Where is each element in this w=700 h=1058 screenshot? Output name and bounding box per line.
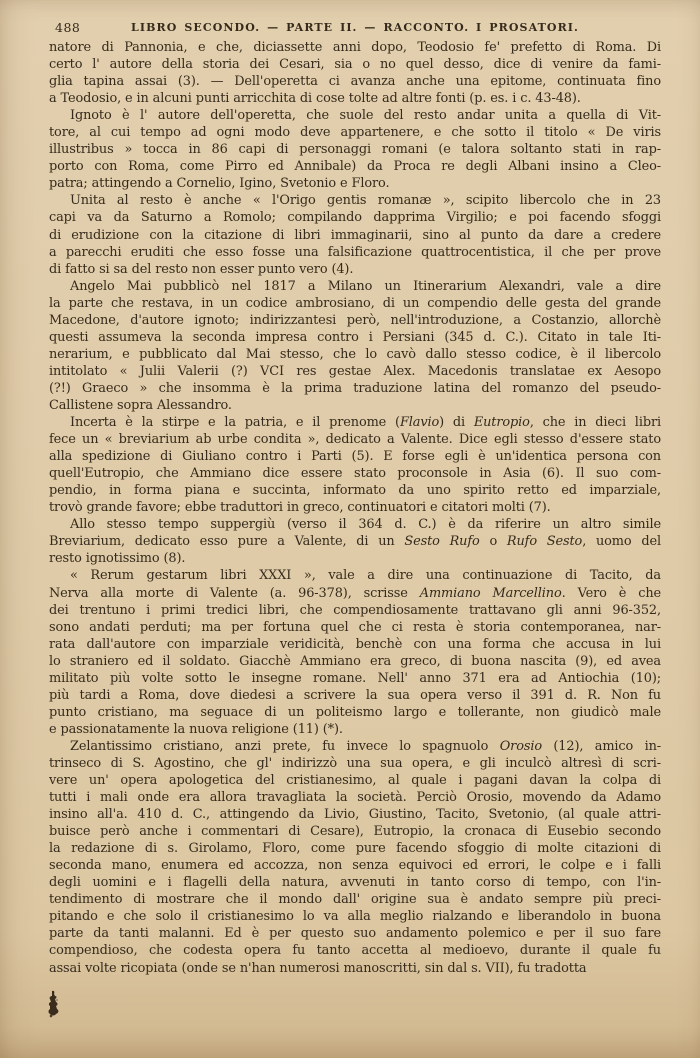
text-line: parte da tanti malanni. Ed è per questo suo andamento polemico e per il suo fare [49,926,661,942]
text-line: militato più volte sotto le insegne romane. Nell' anno 371 era ad Antiochia (10); [49,670,661,686]
text-line: trovò grande favore; ebbe traduttori in greco, continuatori e citatori molti (7). [49,500,551,516]
text-line: nerarium, e pubblicato dal Mai stesso, che lo cavò dallo stesso codice, è il libercolo [49,346,661,362]
text-line: Zelantissimo cristiano, anzi prete, fu invece lo spagnuolo Orosio (12), amico in- [70,738,661,754]
text-line: Breviarium, dedicato esso pure a Valente, di un Sesto Rufo o Rufo Sesto, uomo del [49,534,661,550]
running-head [49,20,661,38]
text-line: sono andati perduti; ma per fortuna quel che ci resta è storia contemporanea, nar- [49,619,661,635]
text-line: più tardi a Roma, dove diedesi a scrivere la sua opera verso il 391 d. R. Non fu [49,687,661,703]
text-line: capi va da Saturno a Romolo; compilando dapprima Virgilio; e poi facendo sfoggi [49,210,661,226]
text-line: punto cristiano, ma seguace di un politeismo largo e tollerante, non giudicò male [49,704,661,720]
text-line: Callistene sopra Alessandro. [49,397,232,413]
paragraph [49,39,661,107]
text-line: buisce però anche i commentari di Cesare), Eutropio, la cronaca di Eusebio secondo [49,824,661,840]
text-line: Macedone, d'autore ignoto; indirizzantesi però, nell'introduzione, a Costanzio, allorchè [49,312,661,328]
paragraph [49,107,661,192]
text-line: dei trentuno i primi tredici libri, che compendiosamente trattavano gli anni 96-352, [49,602,661,618]
text-line: questi assumeva la seconda impresa contro i Persiani (345 d. C.). Citato in tale Iti- [49,329,661,345]
text-line: resto ignotissimo (8). [49,551,186,567]
text-line: (?!) Graeco » che insomma è la prima traduzione latina del romanzo del pseudo- [49,380,661,396]
paragraph [49,192,661,277]
running-title: LIBRO SECONDO. — PARTE II. — RACCONTO. I PROSATORI. [131,21,579,34]
ink-blot-icon [46,990,62,1020]
text-line: Ignoto è l' autore dell'operetta, che suole del resto andar unita a quella di Vit- [70,108,661,124]
text-line: Nerva alla morte di Valente (a. 96-378), scrisse Ammiano Marcellino. Vero è che [49,585,661,601]
text-line: tutti i mali onde era allora travagliata la società. Perciò Orosio, movendo da Adamo [49,790,661,806]
text-line: insino all'a. 410 d. C., attingendo da Livio, Giustino, Tacito, Svetonio, (al quale attri- [49,807,661,823]
paragraph [49,278,661,414]
text-line: porto con Roma, come Pirro ed Annibale) da Proca re degli Albani insino a Cleo- [49,159,661,175]
paragraph [49,738,661,977]
text-line: tendimento di mostrare che il mondo dall' origine sua è andato sempre più preci- [49,892,661,908]
text-line: assai volte ricopiata (onde se n'han numerosi manoscritti, sin dal s. VII), fu tradotta [49,960,587,976]
text-line: Allo stesso tempo suppergiù (verso il 364 d. C.) è da riferire un altro simile [70,517,661,533]
text-line: pitando e che solo il cristianesimo lo va alla meglio rialzando e liberandolo in buona [49,909,661,925]
text-line: rata dall'autore con imparziale veridicità, benchè con una forma che accusa in lui [49,636,661,652]
text-line: di erudizione con la citazione di libri immaginarii, sino al punto da dare a credere [49,227,661,243]
text-line: pendio, in forma piana e succinta, informato da uno spirito retto ed imparziale, [49,483,661,499]
text-line: certo l' autore della storia dei Cesari, sia o no quel desso, dice di venire da fami- [49,57,661,73]
text-line: glia tapina assai (3). — Dell'operetta ci avanza anche una epitome, continuata fino [49,74,661,90]
text-block [49,39,661,977]
paragraph [49,414,661,516]
text-line: Incerta è la stirpe e la patria, e il prenome (Flavio) di Eutropio, che in dieci libri [70,415,661,431]
text-line: seconda mano, enumera ed accozza, non senza equivoci ed errori, le colpe e i falli [49,858,661,874]
paragraph [49,567,661,737]
text-line: illustribus » tocca in 86 capi di personaggi romani (e talora soltanto stati in rap- [49,142,661,158]
text-line: intitolato « Julii Valerii (?) VCI res gestae Alex. Macedonis translatae ex Aesopo [49,363,661,379]
text-line: a parecchi eruditi che esso fosse una falsificazione quattrocentistica, il che per prove [49,244,661,260]
text-line: a Teodosio, e in alcuni punti arricchita di cose tolte ad altre fonti (p. es. i c. 43-48). [49,91,581,107]
text-line: degli uomini e i flagelli della natura, avvenuti in tanto corso di tempo, con l'in- [49,875,661,891]
text-line: vere un' opera apologetica del cristianesimo, al quale i pagani davan la colpa di [49,773,661,789]
text-line: trinseco di S. Agostino, che gl' indirizzò una sua opera, e gli inculcò altresì di scri- [49,755,661,771]
text-line: patra; attingendo a Cornelio, Igino, Svetonio e Floro. [49,176,390,192]
text-line: di fatto si sa del resto non esser punto vero (4). [49,261,354,277]
page-number: 488 [55,20,81,35]
text-line: la parte che restava, in un codice ambrosiano, di un compendio delle gesta del grande [49,295,661,311]
text-line: « Rerum gestarum libri XXXI », vale a dire una continuazione di Tacito, da [70,568,661,584]
text-line: Angelo Mai pubblicò nel 1817 a Milano un Itinerarium Alexandri, vale a dire [70,278,661,294]
text-line: lo straniero ed il soldato. Giacchè Ammiano era greco, di buona nascita (9), ed avea [49,653,661,669]
paragraph [49,516,661,567]
text-line: tore, al cui tempo ad ogni modo deve appartenere, e che sotto il titolo « De viris [49,125,661,141]
text-line: la redazione di s. Girolamo, Floro, come pure facendo sfoggio di molte citazioni di [49,841,661,857]
text-line: fece un « breviarium ab urbe condita », dedicato a Valente. Dice egli stesso d'essere stato [49,432,661,448]
text-line: alla spedizione di Giuliano contro i Parti (5). E forse egli è un'identica persona con [49,449,661,465]
text-line: natore di Pannonia, e che, diciassette anni dopo, Teodosio fe' prefetto di Roma. Di [49,40,661,55]
text-line: Unita al resto è anche « l'Origo gentis romanæ », scipito libercolo che in 23 [70,193,661,209]
text-line: quell'Eutropio, che Ammiano dice essere stato proconsole in Asia (6). Il suo com- [49,466,661,482]
text-line: compendioso, che codesta opera fu tanto accetta al medioevo, durante il quale fu [49,943,661,959]
text-line: e passionatamente la nuova religione (11) (*). [49,721,343,737]
